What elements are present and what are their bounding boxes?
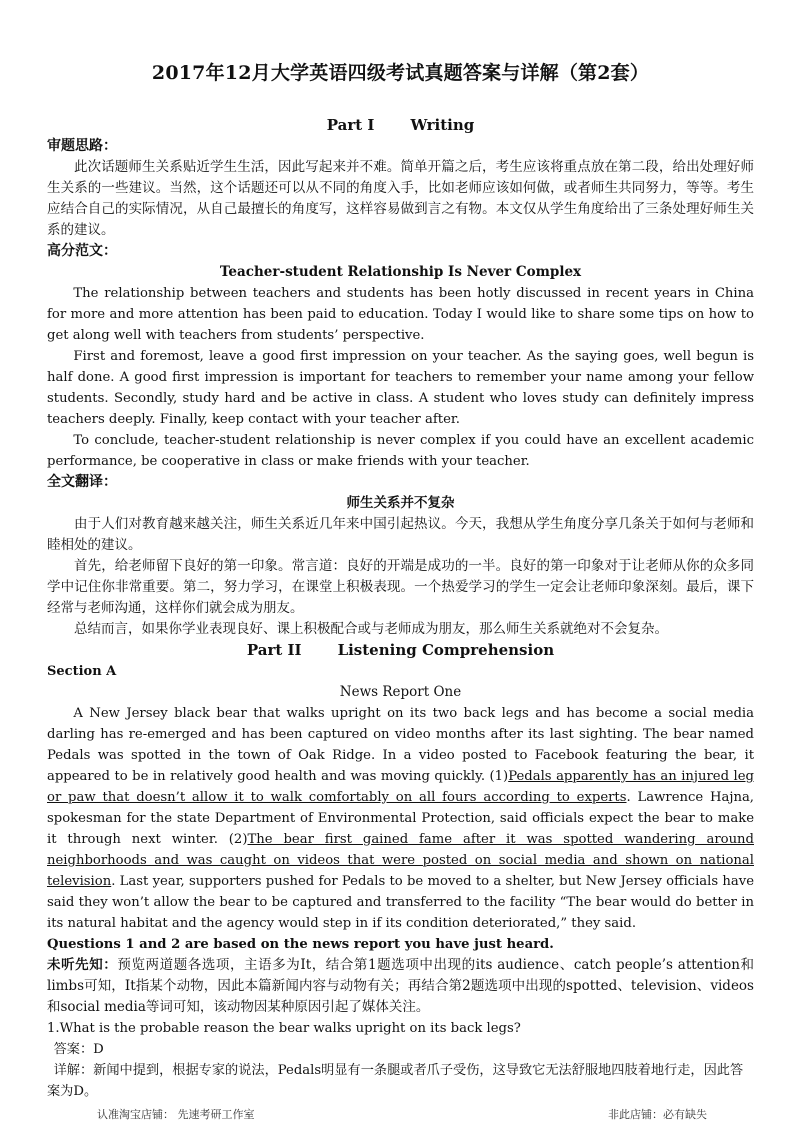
part-2-heading [47, 640, 754, 661]
translation-paragraph-3: 总结而言，如果你学业表现良好、课上积极配合或与老师成为朋友，那么师生关系就绝对不会复杂。 [74, 621, 668, 637]
part-2-name: Listening Comprehension [337, 641, 555, 659]
news-report-title: News Report One [339, 684, 462, 700]
essay-paragraph-2: First and foremost, leave a good first impression on your teacher. As the saying goes, well begun is half done. A good first impression is important for teachers to remember your name among your fellow students. Secondly, study hard and be active in class. A student who loves study can definitely impress teachers deeply. Finally, keep contact with your teacher after. [47, 349, 754, 427]
document-title: 2017年12月大学英语四级考试真题答案与详解（第2套） [151, 62, 650, 84]
part-1-heading [47, 115, 754, 136]
news-underline-2: The bear first gained fame after it was spotted wandering around neighborhoods and was caught on videos that were posted on social media and shown on national television [47, 832, 754, 889]
shenti-paragraph: 此次话题师生关系贴近学生生活，因此写起来并不难。简单开篇之后，考生应该将重点放在第二段，给出处理好师生关系的一些建议。当然，这个话题还可以从不同的角度入手，比如老师应该如何做，或者师生共同努力，等等。考生应结合自己的实际情况，从自己最擅长的角度写，这样容易做到言之有物。本文仅从学生角度给出了三条处理好师生关系的建议。 [47, 159, 754, 238]
part-2-label: Part II [246, 641, 302, 659]
question-1: 1.What is the probable reason the bear walks upright on its back legs? [47, 1021, 521, 1036]
footer-right: 非此店铺：必有缺失 [608, 1108, 707, 1121]
weiting-label: 未听先知： [47, 957, 118, 973]
footer-left: 认准淘宝店铺： 先速考研工作室 [97, 1108, 255, 1121]
news-text-3: . Last year, supporters pushed for Pedals to be moved to a shelter, but New Jersey officials have said they won’t allow the bear to be captured and transferred to the facility “The bear would do better in its natural habitat and the agency would step in if its condition deteriorated,” they said. [47, 874, 754, 931]
questions-note: Questions 1 and 2 are based on the news report you have just heard. [47, 937, 554, 952]
translation-title: 师生关系并不复杂 [346, 495, 455, 511]
shenti-heading: 审题思路： [47, 138, 117, 154]
question-1-answer: 答案：D [53, 1042, 104, 1057]
weiting-text: 预览两道题各选项，主语多为It，结合第1题选项中出现的its audience、catch people’s attention和limbs可知，It指某个动物，因此本篇新闻内容与动物有关；再结合第2题选项中出现的spotted、television、videos和social media等词可知，该动物因某种原因引起了媒体关注。 [47, 957, 755, 1015]
essay-title: Teacher-student Relationship Is Never Complex [219, 264, 582, 280]
news-text-1: A New Jersey black bear that walks upright on its two back legs and has become a social media darling has re-emerged and has been captured on video months after its last sighting. The bear named Pedals was spotted in the town of Oak Ridge. In a video posted to Facebook featuring the bear, it appeared to be in relatively good health and was moving quickly. (1) [47, 706, 754, 784]
essay-paragraph-1: The relationship between teachers and students has been hotly discussed in recent years in China for more and more attention has been paid to education. Today I would like to share some tips on how to get along well with teachers from students’ perspective. [47, 286, 754, 343]
news-underline-1: Pedals apparently has an injured leg or paw that doesn’t allow it to walk comfortably on all fours according to experts [47, 769, 754, 805]
part-1-name: Writing [410, 116, 475, 134]
fanyi-heading: 全文翻译： [47, 474, 117, 490]
translation-paragraph-1: 由于人们对教育越来越关注，师生关系近几年来中国引起热议。今天，我想从学生角度分享几条关于如何与老师和睦相处的建议。 [47, 516, 754, 553]
translation-paragraph-2: 首先，给老师留下良好的第一印象。常言道：良好的开端是成功的一半。良好的第一印象对于让老师从你的众多同学中记住你非常重要。第二，努力学习，在课堂上积极表现。一个热爱学习的学生一定会让老师印象深刻。最后，课下经常与老师沟通，这样你们就会成为朋友。 [47, 558, 754, 616]
fanwen-heading: 高分范文： [47, 243, 117, 259]
part-1-label: Part I [326, 116, 375, 134]
news-report-paragraph [47, 703, 754, 934]
section-a-heading: Section A [47, 664, 117, 679]
news-text-2: . Lawrence Hajna, spokesman for the state Department of Environmental Protection, said officials expect the bear to make it through next winter. (2) [47, 790, 754, 847]
weiting-paragraph [47, 955, 754, 1018]
essay-paragraph-3: To conclude, teacher-student relationship is never complex if you could have an excellent academic performance, be cooperative in class or make friends with your teacher. [47, 433, 754, 469]
question-1-detail: 详解：新闻中提到，根据专家的说法，Pedals明显有一条腿或者爪子受伤，这导致它无法舒服地四肢着地行走，因此答案为D。 [47, 1063, 744, 1099]
